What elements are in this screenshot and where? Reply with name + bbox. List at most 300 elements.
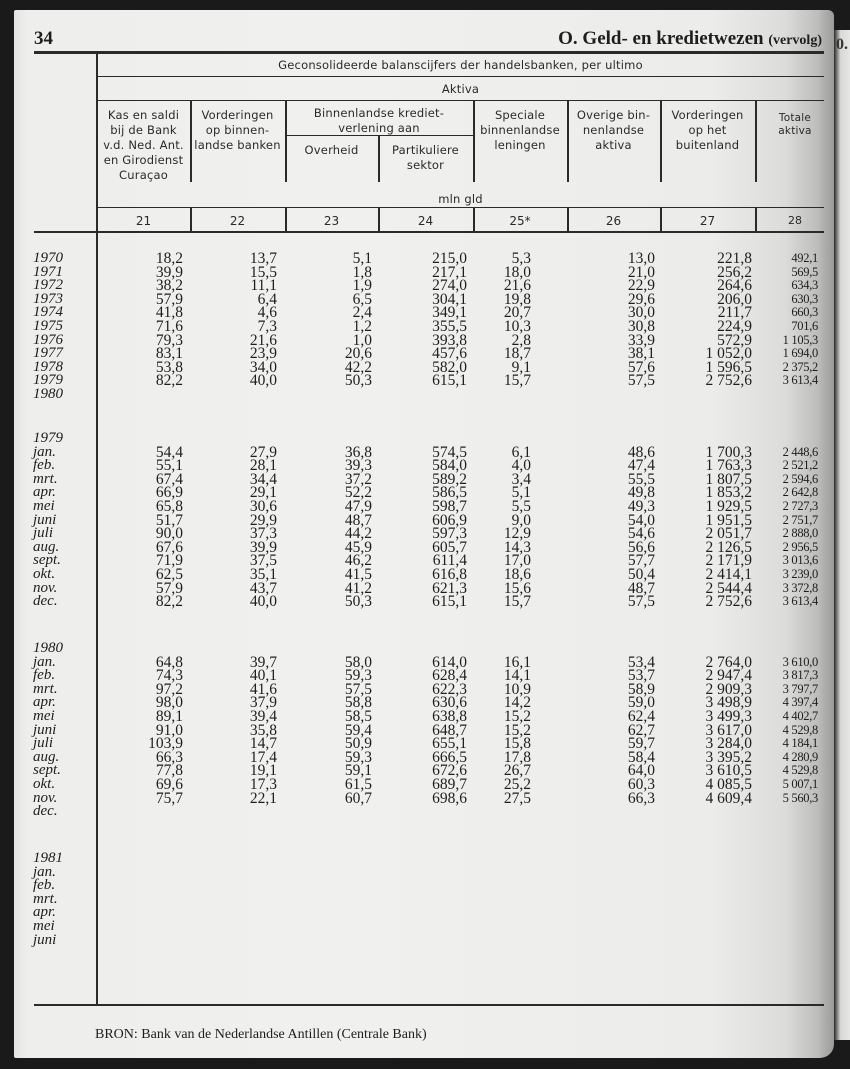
table-cell: 1,0: [352, 331, 372, 349]
table-cell: 621,3: [432, 579, 467, 597]
table-cell: 59,4: [344, 721, 372, 739]
table-cell: 57,9: [155, 290, 183, 308]
table-cell: 16,1: [503, 653, 531, 671]
table-cell: 75,7: [155, 789, 183, 807]
table-cell: 62,4: [627, 707, 655, 725]
row-label: jan.: [33, 863, 56, 880]
table-cell: 41,8: [155, 304, 183, 322]
table-cell: 597,3: [432, 525, 467, 543]
table-cell: 206,0: [717, 290, 752, 308]
year-label: 1979: [33, 430, 63, 446]
header-line: buitenland: [675, 138, 740, 152]
table-cell: 39,9: [155, 263, 183, 281]
row-label: jan.: [33, 653, 56, 670]
table-cell: 18,0: [503, 263, 531, 281]
table-cell: [292, 805, 372, 819]
table-cell: 97,2: [155, 680, 183, 698]
header-line: Overheid: [304, 143, 359, 157]
row-label: 1971: [33, 263, 63, 280]
table-cell: 611,4: [432, 552, 467, 570]
table-cell: 57,5: [627, 372, 655, 390]
header-line: Overige bin-: [576, 108, 651, 122]
table-cell: 1,2: [352, 317, 372, 335]
table-cell: [748, 805, 818, 819]
table-cell: 3 013,6: [782, 553, 818, 568]
data-column-27-annual: [652, 252, 752, 402]
data-column-25-annual: [471, 252, 531, 402]
table-cell: 34,4: [249, 470, 277, 488]
colnum-26: 26: [605, 214, 622, 228]
table-cell: 89,1: [155, 707, 183, 725]
data-column-27-y1979: [652, 443, 752, 611]
table-cell: 11,1: [250, 277, 277, 295]
table-cell: 3 610,0: [782, 654, 818, 669]
table-cell: 2 126,5: [705, 538, 752, 556]
table-cell: 1 694,0: [782, 346, 818, 361]
table-cell: 91,0: [155, 721, 183, 739]
table-cell: 615,1: [432, 593, 467, 611]
table-cell: 71,9: [155, 552, 183, 570]
table-cell: 616,8: [432, 565, 467, 583]
table-cell: 13,0: [627, 250, 655, 267]
data-column-28-y1980: [748, 656, 818, 819]
row-label: 1978: [33, 358, 63, 375]
table-title: Geconsolideerde balanscijfers der handelsbanken, per ultimo: [278, 58, 643, 72]
table-cell: [748, 388, 818, 402]
table-cell: 27,9: [249, 443, 277, 461]
row-label: apr.: [33, 694, 56, 711]
table-cell: 90,0: [155, 525, 183, 543]
row-label: dec.: [33, 593, 58, 610]
unit-label: mln gld: [438, 192, 483, 206]
table-cell: 4 280,9: [782, 749, 818, 764]
table-cell: 634,3: [791, 278, 818, 293]
table-cell: 49,8: [627, 484, 655, 502]
table-cell: 58,5: [344, 707, 372, 725]
table-cell: 3 613,4: [782, 594, 818, 609]
chapter-title-suffix: (vervolg): [768, 33, 822, 48]
table-cell: 57,7: [627, 552, 655, 570]
table-cell: 3 395,2: [705, 748, 752, 766]
table-cell: 10,3: [503, 317, 531, 335]
table-cell: 20,6: [344, 345, 372, 363]
table-cell: 27,5: [503, 789, 531, 807]
table-cell: 5 007,1: [782, 776, 818, 791]
table-cell: 46,2: [344, 552, 372, 570]
table-cell: 48,7: [627, 579, 655, 597]
header-line: aktiva: [595, 138, 632, 152]
table-cell: 39,3: [344, 457, 372, 475]
colnum-23: 23: [323, 214, 340, 228]
year-label: 1980: [33, 640, 63, 656]
header-col-21: [97, 108, 190, 183]
header-line: Kas en saldi: [107, 108, 180, 122]
table-cell: 9,1: [511, 358, 531, 376]
table-cell: 256,2: [717, 263, 752, 281]
table-cell: 21,6: [249, 331, 277, 349]
table-cell: 18,7: [503, 345, 531, 363]
table-cell: [471, 805, 531, 819]
table-cell: 17,3: [249, 775, 277, 793]
table-cell: 44,2: [344, 525, 372, 543]
header-line: landse banken: [194, 138, 281, 152]
table-cell: 98,0: [155, 694, 183, 712]
table-cell: 48,6: [627, 443, 655, 461]
header-line: Binnenlandse krediet-: [313, 106, 445, 120]
table-cell: 54,0: [627, 511, 655, 529]
table-cell: 349,1: [432, 304, 467, 322]
table-cell: [197, 805, 277, 819]
table-cell: 58,9: [627, 680, 655, 698]
data-column-21-y1979: [103, 443, 183, 611]
table-cell: 660,3: [791, 305, 818, 320]
row-label: 1973: [33, 290, 63, 307]
table-cell: 605,7: [432, 538, 467, 556]
header-line: aktiva: [778, 125, 812, 137]
table-cell: 30,0: [627, 304, 655, 322]
table-cell: 15,6: [503, 579, 531, 597]
table-cell: 15,7: [503, 372, 531, 390]
table-cell: 60,7: [344, 789, 372, 807]
row-label: juli: [33, 735, 54, 752]
data-column-24-y1980: [387, 653, 467, 819]
table-cell: 2,4: [352, 304, 372, 322]
table-cell: [471, 388, 531, 402]
table-cell: [387, 805, 467, 819]
row-label: feb.: [33, 457, 56, 474]
table-cell: 2 956,5: [782, 539, 818, 554]
table-cell: 59,3: [344, 748, 372, 766]
header-line: Partikuliere: [392, 143, 459, 157]
colnum-28: 28: [788, 214, 802, 227]
table-cell: 54,6: [627, 525, 655, 543]
table-cell: 598,7: [432, 497, 467, 515]
next-page-mark: 0.: [836, 36, 848, 53]
table-cell: 65,8: [155, 497, 183, 515]
page-number: 34: [34, 28, 53, 49]
table-cell: [103, 388, 183, 402]
header-group-krediet: [285, 106, 473, 136]
header-line: Curaçao: [119, 168, 168, 182]
table-cell: 17,0: [503, 552, 531, 570]
table-cell: 74,3: [155, 667, 183, 685]
table-cell: 59,7: [627, 735, 655, 753]
table-cell: 2,8: [511, 331, 531, 349]
table-cell: 224,9: [717, 317, 752, 335]
num-divider-27-28: [755, 208, 757, 232]
table-cell: 274,0: [432, 277, 467, 295]
table-cell: 3,4: [511, 470, 531, 488]
header-line: bij de Bank: [110, 123, 177, 137]
table-cell: 492,1: [791, 251, 818, 265]
table-cell: 2 752,6: [705, 593, 752, 611]
table-cell: 1,8: [352, 263, 372, 281]
table-cell: 211,7: [717, 304, 752, 322]
header-line: v.d. Ned. Ant.: [103, 138, 184, 152]
header-line: nenlandse: [582, 123, 645, 137]
table-cell: 3 372,8: [782, 580, 818, 595]
table-cell: 3 284,0: [705, 735, 752, 753]
header-col-25: [473, 108, 567, 153]
table-cell: 630,6: [432, 694, 467, 712]
table-cell: 59,3: [344, 667, 372, 685]
table-cell: 40,1: [249, 667, 277, 685]
table-cell: 655,1: [432, 735, 467, 753]
table-cell: 572,9: [717, 331, 752, 349]
table-cell: 614,0: [432, 653, 467, 671]
table-cell: 50,9: [344, 735, 372, 753]
table-cell: 57,9: [155, 579, 183, 597]
table-cell: 2 909,3: [705, 680, 752, 698]
table-cell: [652, 388, 752, 402]
table-cell: 6,5: [352, 290, 372, 308]
table-cell: 45,9: [344, 538, 372, 556]
table-cell: 36,8: [344, 443, 372, 461]
table-cell: 4 402,7: [782, 708, 818, 723]
year-label: 1981: [33, 850, 63, 866]
table-cell: 60,3: [627, 775, 655, 793]
table-cell: 103,9: [148, 735, 183, 753]
table-cell: 82,2: [155, 593, 183, 611]
row-label: apr.: [33, 484, 56, 501]
table-cell: 5,5: [511, 497, 531, 515]
table-cell: 58,4: [627, 748, 655, 766]
table-cell: 57,5: [627, 593, 655, 611]
table-cell: 67,4: [155, 470, 183, 488]
table-cell: 37,3: [249, 525, 277, 543]
table-cell: 22,9: [627, 277, 655, 295]
table-cell: 3 498,9: [705, 694, 752, 712]
unit-rule: [97, 207, 824, 208]
row-label: mei: [33, 917, 55, 934]
table-cell: 38,2: [155, 277, 183, 295]
title-rule: [97, 76, 824, 77]
table-cell: 5,1: [511, 484, 531, 502]
table-cell: 569,5: [791, 264, 818, 279]
row-labels-annual: [33, 252, 95, 402]
table-cell: 53,8: [155, 358, 183, 376]
header-line: Vorderingen: [201, 108, 274, 122]
table-cell: 3 797,7: [782, 681, 818, 696]
table-cell: 69,6: [155, 775, 183, 793]
table-cell: 59,1: [344, 762, 372, 780]
table-cell: 5,1: [352, 250, 372, 267]
table-cell: 698,6: [432, 789, 467, 807]
header-col-24: [378, 143, 473, 173]
table-cell: 64,0: [627, 762, 655, 780]
table-cell: 47,9: [344, 497, 372, 515]
header-line: Vorderingen: [671, 108, 744, 122]
data-column-22-y1980: [197, 653, 277, 819]
table-cell: 25,2: [503, 775, 531, 793]
table-cell: 64,8: [155, 653, 183, 671]
table-cell: 55,5: [627, 470, 655, 488]
table-cell: 1 052,0: [705, 345, 752, 363]
col-divider-27-28: [755, 100, 757, 182]
header-line: op binnen-: [205, 123, 270, 137]
table-cell: 2 521,2: [782, 458, 818, 473]
table-cell: 1 105,3: [782, 332, 818, 347]
row-label: juli: [33, 525, 54, 542]
data-column-25-y1980: [471, 653, 531, 819]
table-cell: 17,8: [503, 748, 531, 766]
table-cell: 4 085,5: [705, 775, 752, 793]
table-cell: 55,1: [155, 457, 183, 475]
colnum-25: 25*: [509, 214, 531, 228]
table-cell: 606,9: [432, 511, 467, 529]
table-cell: 10,9: [503, 680, 531, 698]
row-label: 1979: [33, 372, 63, 389]
table-cell: 29,9: [249, 511, 277, 529]
table-cell: 615,1: [432, 372, 467, 390]
colnum-27: 27: [699, 214, 716, 228]
table-cell: 83,1: [155, 345, 183, 363]
table-cell: 77,8: [155, 762, 183, 780]
table-cell: 1 596,5: [705, 358, 752, 376]
table-cell: 37,2: [344, 470, 372, 488]
table-cell: 3 499,3: [705, 707, 752, 725]
table-cell: [652, 805, 752, 819]
table-cell: 37,9: [249, 694, 277, 712]
table-cell: 14,1: [503, 667, 531, 685]
table-cell: 13,7: [249, 250, 277, 267]
table-cell: 17,4: [249, 748, 277, 766]
table-cell: 35,1: [249, 565, 277, 583]
row-label: 1974: [33, 304, 63, 321]
table-cell: 12,9: [503, 525, 531, 543]
table-cell: 2 448,6: [782, 444, 818, 459]
header-col-26: [567, 108, 660, 153]
row-label: juni: [33, 721, 57, 738]
header-line: leningen: [494, 138, 546, 152]
table-cell: 2 544,4: [705, 579, 752, 597]
table-cell: 3 817,3: [782, 668, 818, 683]
source-note: BRON: Bank van de Nederlandse Antillen (Centrale Bank): [95, 1027, 427, 1042]
table-cell: 5,3: [511, 250, 531, 267]
table-cell: 51,7: [155, 511, 183, 529]
header-col-28: [760, 112, 830, 138]
table-cell: 2 414,1: [705, 565, 752, 583]
header-line: op het: [688, 123, 727, 137]
row-label: aug.: [33, 538, 60, 555]
row-label: nov.: [33, 579, 58, 596]
table-cell: 4,0: [511, 457, 531, 475]
table-cell: 14,7: [249, 735, 277, 753]
table-cell: 1 853,2: [705, 484, 752, 502]
data-column-24-y1979: [387, 443, 467, 611]
table-cell: 39,7: [249, 653, 277, 671]
table-cell: 56,6: [627, 538, 655, 556]
table-cell: 582,0: [432, 358, 467, 376]
table-cell: 49,3: [627, 497, 655, 515]
table-cell: 2 642,8: [782, 485, 818, 500]
table-cell: 53,4: [627, 653, 655, 671]
table-cell: 2 594,6: [782, 471, 818, 486]
row-label: juni: [33, 931, 57, 948]
table-cell: 37,5: [249, 552, 277, 570]
table-cell: 15,2: [503, 721, 531, 739]
table-cell: 9,0: [511, 511, 531, 529]
table-cell: 29,1: [249, 484, 277, 502]
row-label: 1970: [33, 250, 63, 266]
table-cell: 2 727,3: [782, 498, 818, 513]
table-cell: 689,7: [432, 775, 467, 793]
table-cell: 41,2: [344, 579, 372, 597]
table-cell: 71,6: [155, 317, 183, 335]
table-cell: 15,7: [503, 593, 531, 611]
table-cell: 23,9: [249, 345, 277, 363]
row-label: mei: [33, 707, 55, 724]
table-cell: 2 764,0: [705, 653, 752, 671]
table-cell: 1 929,5: [705, 497, 752, 515]
row-label: dec.: [33, 803, 58, 820]
row-labels-y1981: [33, 852, 95, 947]
table-cell: 1 951,5: [705, 511, 752, 529]
table-cell: 264,6: [717, 277, 752, 295]
chapter-title-text: O. Geld- en kredietwezen: [558, 28, 764, 49]
table-cell: 3 239,0: [782, 566, 818, 581]
table-cell: 3 613,4: [782, 373, 818, 388]
data-column-21-annual: [103, 252, 183, 402]
table-cell: 42,2: [344, 358, 372, 376]
table-cell: 35,8: [249, 721, 277, 739]
table-cell: 21,0: [627, 263, 655, 281]
row-label: mei: [33, 497, 55, 514]
table-cell: 1,9: [352, 277, 372, 295]
table-cell: 2 375,2: [782, 359, 818, 374]
row-label: sept.: [33, 552, 61, 569]
table-cell: 393,8: [432, 331, 467, 349]
row-label: mrt.: [33, 470, 58, 487]
table-cell: 50,4: [627, 565, 655, 583]
table-cell: 2 888,0: [782, 526, 818, 541]
table-cell: 14,2: [503, 694, 531, 712]
header-col-23: [285, 143, 378, 158]
table-cell: 4 609,4: [705, 789, 752, 807]
table-cell: 6,4: [257, 290, 277, 308]
table-cell: 18,6: [503, 565, 531, 583]
table-cell: [575, 805, 655, 819]
table-cell: 54,4: [155, 443, 183, 461]
table-cell: 215,0: [432, 250, 467, 267]
table-cell: 39,4: [249, 707, 277, 725]
table-cell: 584,0: [432, 457, 467, 475]
data-column-27-y1980: [652, 653, 752, 819]
table-cell: 67,6: [155, 538, 183, 556]
data-column-22-y1979: [197, 443, 277, 611]
table-cell: 39,9: [249, 538, 277, 556]
data-column-28-y1979: [748, 446, 818, 609]
data-column-23-annual: [292, 252, 372, 402]
table-cell: 3 610,5: [705, 762, 752, 780]
table-cell: 26,7: [503, 762, 531, 780]
table-cell: 66,9: [155, 484, 183, 502]
row-label: sept.: [33, 762, 61, 779]
table-cell: 4 397,4: [782, 695, 818, 710]
table-cell: 457,6: [432, 345, 467, 363]
table-cell: 62,7: [627, 721, 655, 739]
table-cell: 304,1: [432, 290, 467, 308]
table-cell: 30,8: [627, 317, 655, 335]
table-bottom-rule: [34, 1004, 824, 1006]
table-cell: 20,7: [503, 304, 531, 322]
row-label: mrt.: [33, 680, 58, 697]
data-column-28-annual: [748, 252, 818, 402]
data-column-26-annual: [575, 252, 655, 402]
table-cell: 4,6: [257, 304, 277, 322]
table-cell: 57,6: [627, 358, 655, 376]
header-col-22: [190, 108, 285, 153]
